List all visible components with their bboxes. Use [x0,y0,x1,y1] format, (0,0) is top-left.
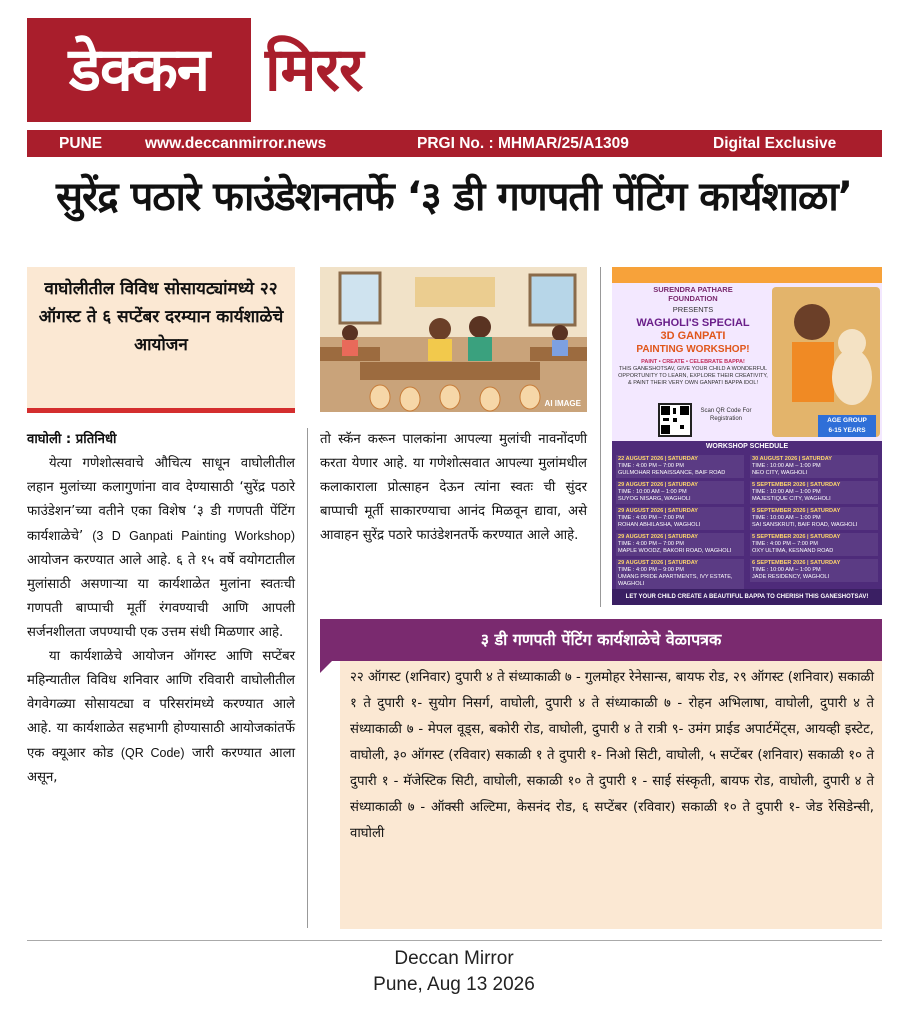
classroom-illustration [320,267,587,412]
qr-code-icon [660,405,690,435]
byline: वाघोली : प्रतिनिधी [27,432,117,447]
session-card [750,533,878,556]
session-date: 29 AUGUST 2026 | SATURDAY [618,534,699,540]
session-time: TIME : 4:00 PM – 7:00 PM [752,541,818,547]
footer-publication: Deccan Mirror [394,948,514,969]
schedule-body: २२ ऑगस्ट (शनिवार) दुपारी ४ ते संध्याकाळी ७ - गुलमोहर रेनेसान्स, बायफ रोड, २९ ऑगस्ट (शनिवार) सकाळी १ ते दुपारी १- सुयोग निसर्ग, वाघोली, दुपारी ४ ते संध्याकाळी ७ - रोहन अभिलाषा, वाघोली, दुपारी ४ ते संध्याकाळी ७ - मेपल वूड्स, बकोरी रोड, वाघोली, दुपारी ४ ते रात्री ९- उमंग प्राईड अपार्टमेंट्स, आयव्ही इस्टेट, वाघोली, ३० ऑगस्ट (रविवार) सकाळी १ ते दुपारी १- निओ सिटी, वाघोली, ५ सप्टेंबर (शनिवार) सकाळी १० ते दुपारी १ - मॅजेस्टिक सिटी, वाघोली, सकाळी १० ते दुपारी १ - साई संस्कृती, बायफ रोड, वाघोली, दुपारी ४ ते संध्याकाळी ७ - ऑक्सी अल्टिमा, केसनंद रोड, ६ सप्टेंबर (रविवार) सकाळी १० ते दुपारी १- जेड रेसिडेन्सी, वाघोली [340,661,882,929]
poster-title [618,317,768,356]
headline: सुरेंद्र पठारे फाउंडेशनतर्फे ‘३ डी गणपती पेंटिंग कार्यशाळा’ [56,174,852,220]
poster-title-line: PAINTING WORKSHOP! [636,344,750,355]
article-paragraph-3: तो स्कॅन करून पालकांना आपल्या मुलांची नावनोंदणी करता येणार आहे. या गणेशोत्सवात आपल्या मुलांमधील कलाकाराला प्रोत्साहन देऊन त्यांना स्वतः ची सुंदर बाप्पाची मूर्ती साकारण्याचा आनंद मिळवून द्यावा, असे आवाहन सुरेंद्र पठारे फाउंडेशनतर्फे करण्यात आले आहे. [320,432,587,543]
column-divider [600,267,601,607]
session-card [750,559,878,582]
session-date: 5 SEPTEMBER 2026 | SATURDAY [752,534,841,540]
poster-presents: PRESENTS [672,305,714,314]
session-date: 29 AUGUST 2026 | SATURDAY [618,482,699,488]
age-badge [818,415,876,437]
column-divider [307,428,308,928]
session-place: ROHAN ABHILASHA, WAGHOLI [618,522,701,528]
footer-rule [27,940,882,941]
session-time: TIME : 4:00 PM – 7:00 PM [618,515,684,521]
poster-blurb [618,359,768,387]
session-card [616,507,744,530]
ai-image-watermark: AI IMAGE [544,399,581,408]
city-label: PUNE [59,135,103,152]
poster-footer: LET YOUR CHILD CREATE A BEAUTIFUL BAPPA TO CHERISH THIS GANESHOTSAV! [612,589,882,605]
masthead-logo-right: मिरर [265,35,363,105]
session-place: MAPLE WOODZ, BAKORI ROAD, WAGHOLI [618,548,732,554]
article-column-2 [320,428,587,548]
session-date: 29 AUGUST 2026 | SATURDAY [618,560,699,566]
session-place: GULMOHAR RENAISSANCE, BAIF ROAD [618,470,726,476]
session-time: TIME : 10:00 AM – 1:00 PM [618,489,687,495]
session-date: 30 AUGUST 2026 | SATURDAY [752,456,833,462]
info-band [27,130,882,157]
sessions-right [750,455,878,585]
session-time: TIME : 4:00 PM – 7:00 PM [618,463,684,469]
website-label: www.deccanmirror.news [145,135,327,152]
session-time: TIME : 10:00 AM – 1:00 PM [752,515,821,521]
age-badge-line: 6-15 YEARS [828,427,866,434]
session-date: 6 SEPTEMBER 2026 | SATURDAY [752,560,841,566]
poster-org [618,285,768,314]
article-paragraph-1 [27,452,295,645]
schedule-heading-tab [320,661,332,673]
session-date: 5 SEPTEMBER 2026 | SATURDAY [752,482,841,488]
session-date: 5 SEPTEMBER 2026 | SATURDAY [752,508,841,514]
article-text: आयोजन करण्यात आले आहे. ६ ते १५ वर्षे वयोगटातील मुलांसाठी असणाऱ्या या कार्यशाळेत मुलांना स्वतःची गणपती बाप्पाची मूर्ती रंगवण्याची आणि आपली सर्जनशीलता जपण्याची एक उत्तम संधी मिळणार आहे. [27,553,295,640]
poster-tagline: PAINT • CREATE • CELEBRATE BAPPA! [641,359,745,365]
session-card [616,559,744,589]
session-card [750,481,878,504]
session-card [616,533,744,556]
session-place: UMANG PRIDE APARTMENTS, IVY ESTATE, WAGHOLI [618,574,733,587]
article-column-1 [27,428,295,790]
session-time: TIME : 10:00 AM – 1:00 PM [752,463,821,469]
article-english-text: (QR Code) [120,746,185,760]
poster-org-line: SURENDRA PATHARE [653,285,733,294]
article-paragraph-2 [27,645,295,790]
prgi-label: PRGI No. : MHMAR/25/A1309 [417,135,629,152]
poster-title-line: 3D GANPATI [660,330,726,342]
session-place: JADE RESIDENCY, WAGHOLI [752,574,830,580]
subhead-box: वाघोलीतील विविध सोसायट्यांमध्ये २२ ऑगस्ट ते ६ सप्टेंबर दरम्यान कार्यशाळेचे आयोजन [27,267,295,413]
schedule-panel-title: WORKSHOP SCHEDULE [705,443,789,450]
workshop-photo [320,267,587,412]
session-card [750,455,878,478]
masthead-logo-left: डेक्कन [27,18,251,122]
session-place: SUYOG NISARG, WAGHOLI [618,496,691,502]
age-badge-line: AGE GROUP [827,417,867,424]
session-place: SAI SANSKRUTI, BAIF ROAD, WAGHOLI [752,522,858,528]
session-card [616,455,744,478]
poster-scan-text: Scan QR Code For Registration [700,408,752,422]
bunting-strip [612,267,882,283]
session-card [750,507,878,530]
article-text: येत्या गणेशोत्सवाचे औचित्य साधून वाघोलीतील लहान मुलांच्या कलागुणांना वाव देण्यासाठी ‘सुरेंद्र पठारे फाउंडेशन’च्या वतीने एका विशेष ‘३ डी गणपती पेंटिंग कार्यशाळेचे’ [27,456,295,544]
session-time: TIME : 10:00 AM – 1:00 PM [752,489,821,495]
poster-title-line: WAGHOLI'S SPECIAL [636,317,750,329]
poster-blurb-text: THIS GANESHOTSAV, GIVE YOUR CHILD A WONDERFUL OPPORTUNITY TO LEARN, EXPLORE THEIR CREATIVITY, & PAINT THEIR VERY OWN GANPATI BAPPA IDOL! [618,366,768,386]
sessions-left [616,455,744,592]
session-time: TIME : 10:00 AM – 1:00 PM [752,567,821,573]
article-english-text: (3 D Ganpati Painting Workshop) [92,529,295,543]
session-time: TIME : 4:00 PM – 7:00 PM [618,541,684,547]
poster-org-line: FOUNDATION [668,294,718,303]
article-text: जारी करण्यात आला असून, [27,746,295,785]
session-place: MAJESTIQUE CITY, WAGHOLI [752,496,831,502]
workshop-poster [612,267,882,605]
session-date: 22 AUGUST 2026 | SATURDAY [618,456,699,462]
qr-code [658,403,692,437]
session-place: OXY ULTIMA, KESNAND ROAD [752,548,834,554]
footer-dateline: Pune, Aug 13 2026 [373,974,535,995]
session-time: TIME : 4:00 PM – 9:00 PM [618,567,684,573]
edition-label: Digital Exclusive [713,135,837,152]
schedule-heading: ३ डी गणपती पेंटिंग कार्यशाळेचे वेळापत्रक [320,619,882,661]
session-card [616,481,744,504]
session-place: NEO CITY, WAGHOLI [752,470,808,476]
schedule-panel [612,441,882,589]
session-date: 29 AUGUST 2026 | SATURDAY [618,508,699,514]
article-text: या कार्यशाळेचे आयोजन ऑगस्ट आणि सप्टेंबर महिन्यातील विविध शनिवार आणि रविवारी वाघोलीतील वेगवेगळ्या सोसायट्या व परिसरांमध्ये करण्यात आले आहे. या कार्यशाळेत सहभागी होण्यासाठी आयोजकांतर्फे एक क्यूआर कोड [27,649,295,761]
